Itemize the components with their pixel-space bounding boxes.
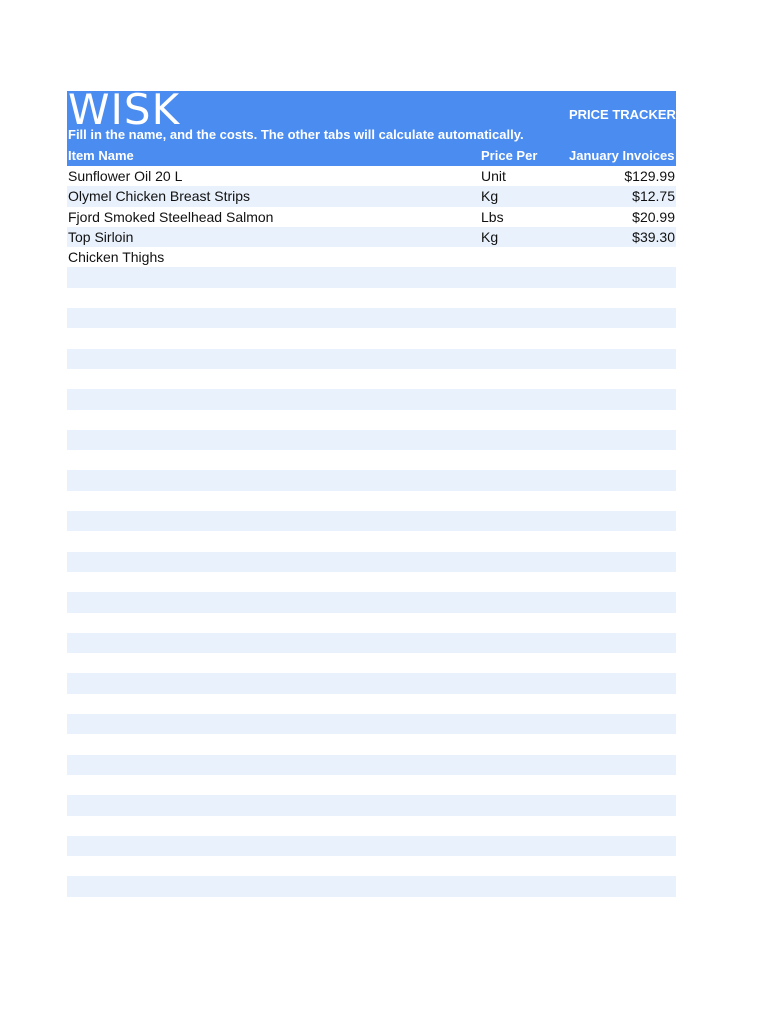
- table-row[interactable]: [67, 876, 676, 896]
- table-row[interactable]: [67, 633, 676, 653]
- january-price-cell[interactable]: $12.75: [632, 188, 675, 205]
- column-header-january-invoices[interactable]: January Invoices: [569, 148, 675, 163]
- table-row[interactable]: [67, 288, 676, 308]
- table-row[interactable]: [67, 795, 676, 815]
- table-row[interactable]: [67, 552, 676, 572]
- table-row[interactable]: [67, 186, 676, 206]
- item-name-cell[interactable]: Sunflower Oil 20 L: [68, 168, 183, 184]
- instruction-text: Fill in the name, and the costs. The other tabs will calculate automatically.: [68, 127, 524, 142]
- table-row[interactable]: [67, 491, 676, 511]
- sheet-header: [67, 91, 676, 166]
- table-body: [67, 166, 676, 897]
- table-row[interactable]: [67, 856, 676, 876]
- table-row[interactable]: [67, 511, 676, 531]
- table-row[interactable]: [67, 430, 676, 450]
- table-row[interactable]: [67, 836, 676, 856]
- table-row[interactable]: [67, 572, 676, 592]
- table-row[interactable]: [67, 470, 676, 490]
- price-per-cell[interactable]: Lbs: [481, 208, 504, 225]
- table-row[interactable]: [67, 349, 676, 369]
- table-row[interactable]: [67, 613, 676, 633]
- table-row[interactable]: [67, 207, 676, 227]
- table-row[interactable]: [67, 673, 676, 693]
- price-per-cell[interactable]: Kg: [481, 188, 499, 205]
- january-price-cell[interactable]: $129.99: [624, 168, 675, 184]
- table-row[interactable]: [67, 694, 676, 714]
- item-name-cell[interactable]: Olymel Chicken Breast Strips: [68, 188, 251, 205]
- column-header-price-per[interactable]: Price Per: [481, 148, 538, 163]
- table-row[interactable]: [67, 410, 676, 430]
- item-name-cell[interactable]: Fjord Smoked Steelhead Salmon: [68, 208, 274, 225]
- table-row[interactable]: [67, 714, 676, 734]
- table-row[interactable]: [67, 389, 676, 409]
- price-per-cell[interactable]: Kg: [481, 228, 499, 245]
- price-tracker-sheet: [67, 91, 676, 897]
- table-row[interactable]: [67, 227, 676, 247]
- wisk-logo: WISK: [68, 91, 181, 134]
- sheet-title: PRICE TRACKER: [569, 107, 676, 122]
- item-name-cell[interactable]: Top Sirloin: [68, 228, 134, 245]
- table-row[interactable]: [67, 653, 676, 673]
- table-row[interactable]: [67, 755, 676, 775]
- table-row[interactable]: [67, 775, 676, 795]
- item-name-cell[interactable]: Chicken Thighs: [68, 249, 165, 266]
- price-per-cell[interactable]: Unit: [481, 168, 506, 184]
- table-row[interactable]: [67, 328, 676, 348]
- table-row[interactable]: [67, 531, 676, 551]
- table-row[interactable]: [67, 267, 676, 287]
- table-row[interactable]: [67, 369, 676, 389]
- table-row[interactable]: [67, 592, 676, 612]
- table-row[interactable]: [67, 308, 676, 328]
- table-row[interactable]: [67, 816, 676, 836]
- table-row[interactable]: [67, 247, 676, 267]
- table-row[interactable]: [67, 166, 676, 186]
- january-price-cell[interactable]: $20.99: [632, 208, 675, 225]
- table-row[interactable]: [67, 450, 676, 470]
- table-row[interactable]: [67, 734, 676, 754]
- column-header-item-name[interactable]: Item Name: [68, 148, 134, 163]
- january-price-cell[interactable]: $39.30: [632, 228, 675, 245]
